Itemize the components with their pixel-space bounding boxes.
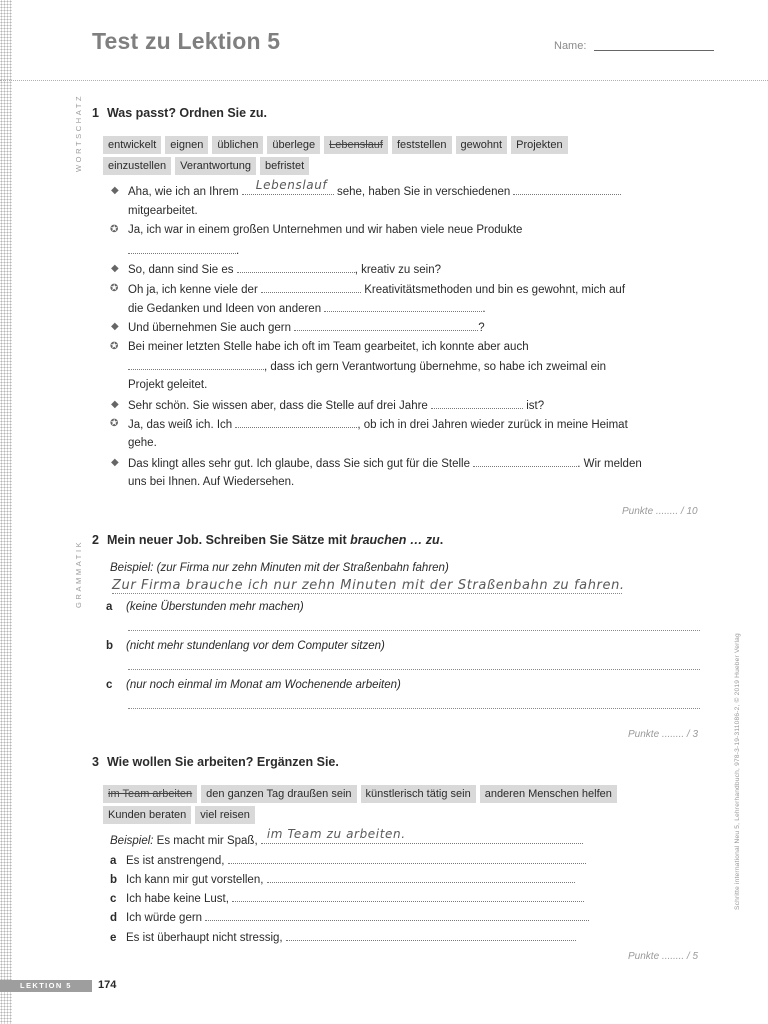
answer-gap[interactable] [261,827,583,844]
page-number: 174 [98,979,117,991]
circle-icon: ✪ [110,283,119,294]
section1-word-box [103,136,623,175]
answer-gap[interactable] [242,178,334,195]
word-chip-used: im Team arbeiten [103,785,197,803]
dialogue-line: , dass ich gern Verantwortung übernehme, so habe ich zweimal ein [128,357,606,377]
page-header [0,0,768,81]
section1-title [92,106,267,120]
word-chip: Verantwortung [175,157,256,175]
word-chip: gewohnt [456,136,508,154]
answer-gap[interactable] [235,415,357,428]
dialogue-line: Das klingt alles sehr gut. Ich glaube, dass Sie sich gut für die Stelle . Wir melden [128,454,642,474]
diamond-icon: ◆ [111,399,119,410]
dialogue-line: die Gedanken und Ideen von anderen . [128,299,486,319]
diamond-icon: ◆ [111,321,119,332]
answer-gap[interactable] [286,928,576,941]
dialogue-line: . [128,241,239,261]
answer-gap[interactable] [205,908,589,921]
diamond-icon: ◆ [111,263,119,274]
answer-gap[interactable] [261,280,361,293]
answer-line-c[interactable] [128,708,700,709]
answer-gap[interactable] [431,396,523,409]
dialogue-line: Bei meiner letzten Stelle habe ich oft im Team gearbeitet, ich konnte aber auch [128,341,529,353]
answer-gap[interactable] [473,454,577,467]
dialogue-line: mitgearbeitet. [128,205,198,217]
lesson-tag: LEKTION 5 [0,980,92,992]
handwritten-answer: Lebenslauf [255,178,328,192]
word-chip: Projekten [511,136,567,154]
section2-item-b: b (nicht mehr stundenlang vor dem Computer sitzen) [106,640,385,652]
side-label-wortschatz: WORTSCHATZ [74,93,83,172]
section3-points: Punkte ........ / 5 [628,951,699,962]
word-chip: künstlerisch tätig sein [361,785,476,803]
answer-gap[interactable] [294,318,478,331]
name-field[interactable] [594,50,714,51]
dialogue-line: uns bei Ihnen. Auf Wiedersehen. [128,476,295,488]
page-title: Test zu Lektion 5 [92,28,281,54]
circle-icon: ✪ [110,341,119,352]
section1-number: 1 [92,106,99,120]
word-chip: einzustellen [103,157,171,175]
section3-item-c: c Ich habe keine Lust, [110,889,584,909]
word-chip: befristet [260,157,309,175]
word-chip: eignen [165,136,208,154]
answer-gap[interactable] [228,851,586,864]
name-label: Name: [554,40,587,52]
section3-item-b: b Ich kann mir gut vorstellen, [110,870,575,890]
dialogue-line: Ja, das weiß ich. Ich , ob ich in drei Jahren wieder zurück in meine Heimat [128,415,628,435]
word-chip: entwickelt [103,136,161,154]
section3-word-box [103,785,683,824]
section2-example: Beispiel: (zur Firma nur zehn Minuten mit der Straßenbahn fahren) [110,562,449,574]
example-answer-line [112,593,622,594]
dialogue-line: gehe. [128,437,157,449]
section2-title: 2 Mein neuer Job. Schreiben Sie Sätze mit brauchen … zu. [92,533,444,547]
word-chip: überlege [267,136,320,154]
side-label-grammatik: GRAMMATIK [74,539,83,608]
page-edge-texture [0,0,12,1024]
answer-gap[interactable] [232,889,584,902]
dialogue-line: Sehr schön. Sie wissen aber, dass die Stelle auf drei Jahre ist? [128,396,544,416]
word-chip: üblichen [212,136,263,154]
dialogue-line: Und übernehmen Sie auch gern ? [128,318,485,338]
word-chip: viel reisen [195,806,255,824]
dialogue-line: Aha, wie ich an Ihrem Lebenslauf sehe, haben Sie in verschiedenen [128,182,621,202]
answer-gap[interactable] [128,357,264,370]
answer-line-b[interactable] [128,669,700,670]
section1-heading: Was passt? Ordnen Sie zu. [106,106,267,120]
section3-title: 3 Wie wollen Sie arbeiten? Ergänzen Sie. [92,755,339,769]
dialogue-line: Oh ja, ich kenne viele der Kreativitätsmethoden und bin es gewohnt, mich auf [128,280,625,300]
answer-line-a[interactable] [128,630,700,631]
section2-points: Punkte ........ / 3 [628,729,699,740]
section2-item-c: c (nur noch einmal im Monat am Wochenende arbeiten) [106,679,401,691]
answer-gap[interactable] [267,870,575,883]
answer-gap[interactable] [128,241,236,254]
answer-gap[interactable] [513,182,621,195]
answer-gap[interactable] [324,299,482,312]
section3-item-e: e Es ist überhaupt nicht stressig, [110,928,576,948]
word-chip-used: Lebenslauf [324,136,388,154]
word-chip: den ganzen Tag draußen sein [201,785,356,803]
answer-gap[interactable] [237,260,355,273]
section1-points: Punkte ........ / 10 [622,506,698,517]
section3-example: Beispiel: Es macht mir Spaß, im Team zu arbeiten. [110,831,583,851]
handwritten-example-answer: Zur Firma brauche ich nur zehn Minuten mit der Straßenbahn zu fahren. [112,578,625,593]
word-chip: Kunden beraten [103,806,191,824]
handwritten-answer: im Team zu arbeiten. [266,827,406,841]
circle-icon: ✪ [110,224,119,235]
section3-item-d: d Ich würde gern [110,908,589,928]
section3-item-a: a Es ist anstrengend, [110,851,586,871]
word-chip: feststellen [392,136,452,154]
word-chip: anderen Menschen helfen [480,785,617,803]
copyright-note: Schritte international Neu 5, Lehrerhandbuch, 978-3-19-311086-2, © 2019 Hueber Verlag [734,633,741,910]
dialogue-line: So, dann sind Sie es , kreativ zu sein? [128,260,441,280]
diamond-icon: ◆ [111,457,119,468]
section2-item-a: a (keine Überstunden mehr machen) [106,601,304,613]
dialogue-line: Projekt geleitet. [128,379,208,391]
dialogue-line: Ja, ich war in einem großen Unternehmen und wir haben viele neue Produkte [128,224,523,236]
circle-icon: ✪ [110,418,119,429]
diamond-icon: ◆ [111,185,119,196]
